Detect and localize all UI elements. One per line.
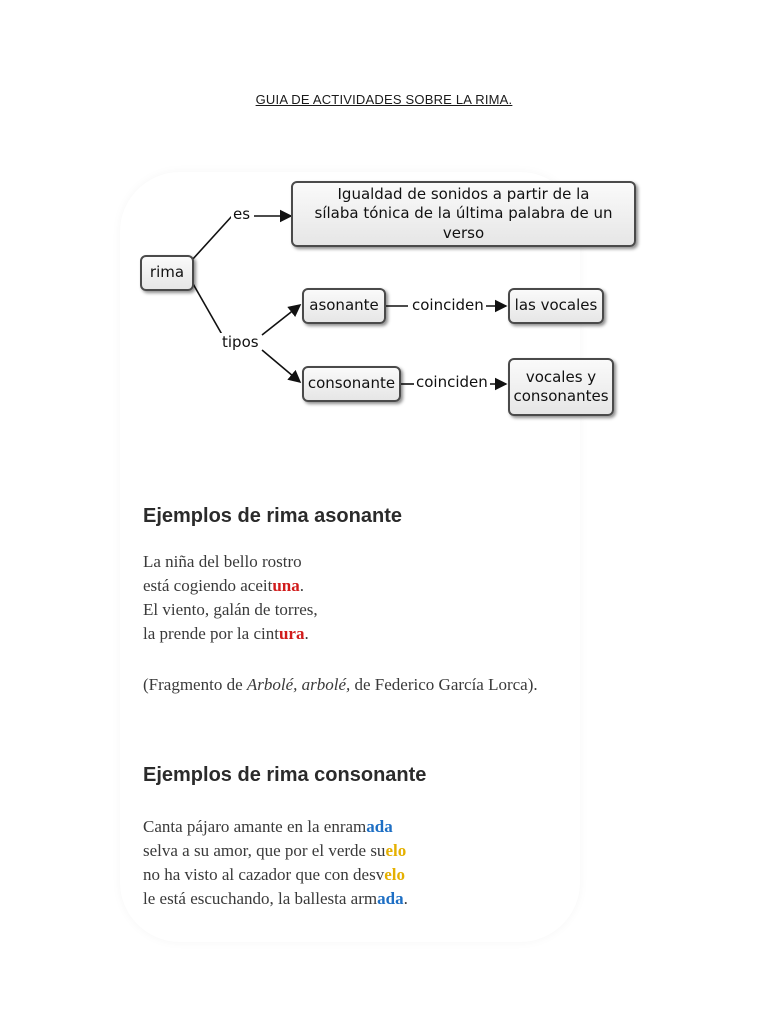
poem-line: La niña del bello rostro [143, 552, 302, 571]
asonante-credit: (Fragmento de Arbolé, arbolé, de Federico García Lorca). [143, 675, 538, 694]
connector-tipos-consonante [262, 350, 300, 382]
node-rima: rima [140, 255, 194, 291]
node-las-vocales: las vocales [508, 288, 604, 324]
rhyme-highlight: ada [377, 889, 404, 908]
node-asonante: asonante [302, 288, 386, 324]
link-label-coinciden-1: coinciden [412, 296, 484, 314]
work-title: Arbolé, arbolé, [246, 675, 351, 694]
link-label-es: es [233, 205, 251, 223]
poem-line: Canta pájaro amante en la enramada [143, 817, 393, 836]
rhyme-highlight: elo [385, 841, 407, 860]
poem-line: selva a su amor, que por el verde suelo [143, 841, 407, 860]
node-vocales-y-consonantes: vocales y consonantes [508, 358, 614, 416]
connector-rima-tipos [192, 282, 224, 338]
poem-line: la prende por la cintura. [143, 624, 309, 643]
concept-map [0, 0, 768, 440]
document-title: GUIA DE ACTIVIDADES SOBRE LA RIMA. [255, 92, 513, 107]
link-label-tipos: tipos [222, 333, 259, 351]
rhyme-highlight: elo [384, 865, 406, 884]
rhyme-highlight: ada [366, 817, 393, 836]
link-label-coinciden-2: coinciden [416, 373, 488, 391]
poem-line: no ha visto al cazador que con desvelo [143, 865, 406, 884]
consonante-poem [143, 815, 408, 911]
consonante-heading: Ejemplos de rima consonante [143, 764, 427, 786]
rhyme-highlight: una [272, 576, 300, 595]
connector-tipos-asonante [262, 305, 300, 335]
asonante-poem [143, 550, 318, 646]
node-definition: Igualdad de sonidos a partir de la sílaba tónica de la última palabra de un verso [291, 181, 636, 247]
node-consonante: consonante [302, 366, 401, 402]
connector-rima-es [192, 216, 232, 260]
poem-line: le está escuchando, la ballesta armada. [143, 889, 408, 908]
poem-line: está cogiendo aceituna. [143, 576, 304, 595]
rhyme-highlight: ura [278, 624, 305, 643]
poem-line: El viento, galán de torres, [143, 600, 318, 619]
asonante-heading: Ejemplos de rima asonante [143, 505, 402, 527]
